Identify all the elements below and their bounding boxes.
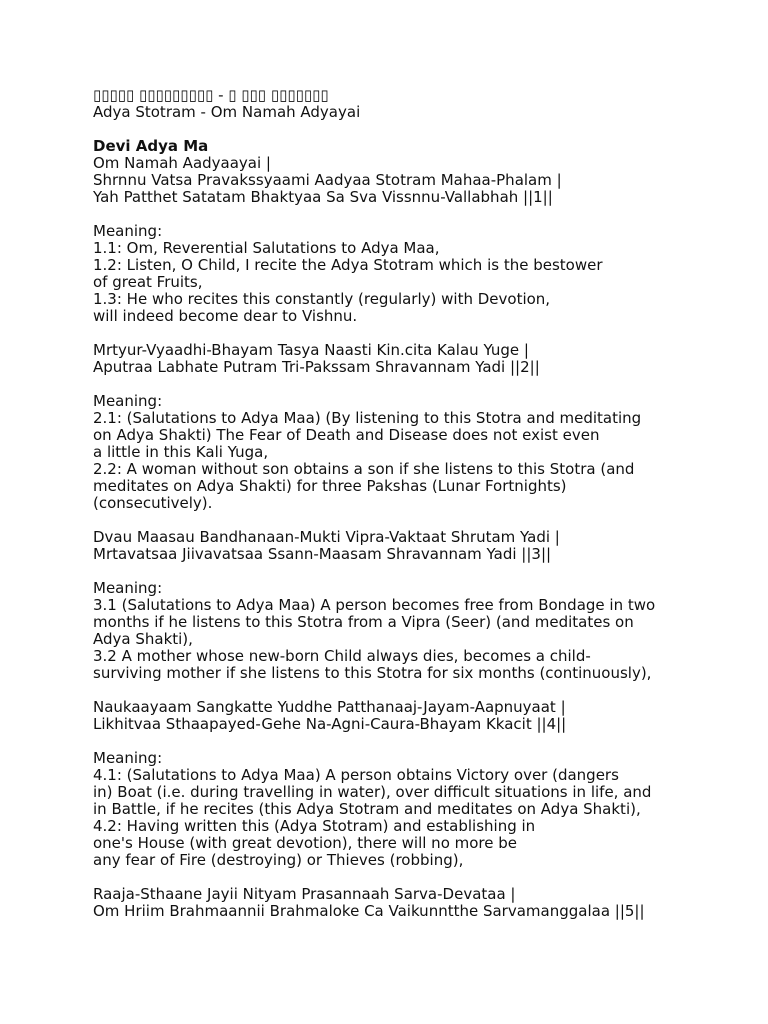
meaning-line: months if he listens to this Stotra from a Vipra (Seer) (and meditates on xyxy=(93,613,634,631)
spacer xyxy=(93,682,733,699)
verse-line: Aputraa Labhate Putram Tri-Pakssam Shravannam Yadi ||2|| xyxy=(93,358,540,376)
meaning-line: 3.2 A mother whose new-born Child always dies, becomes a child- xyxy=(93,647,591,665)
verse-line: Mrtyur-Vyaadhi-Bhayam Tasya Naasti Kin.cita Kalau Yuge | xyxy=(93,341,529,359)
spacer xyxy=(93,376,733,393)
meaning-line: 3.1 (Salutations to Adya Maa) A person becomes free from Bondage in two xyxy=(93,596,656,614)
meaning-block xyxy=(93,750,733,869)
verse-line: Om Namah Aadyaayai | xyxy=(93,154,271,172)
meaning-line: 1.1: Om, Reverential Salutations to Adya Maa, xyxy=(93,239,440,257)
verse-block xyxy=(93,155,733,206)
meaning-line: in Battle, if he recites (this Adya Stotram and meditates on Adya Shakti), xyxy=(93,800,641,818)
meaning-line: surviving mother if she listens to this Stotra for six months (continuously), xyxy=(93,664,652,682)
verse-line: Dvau Maasau Bandhanaan-Mukti Vipra-Vaktaat Shrutam Yadi | xyxy=(93,528,560,546)
meaning-line: 4.1: (Salutations to Adya Maa) A person obtains Victory over (dangers xyxy=(93,766,619,784)
meaning-line: 2.2: A woman without son obtains a son if she listens to this Stotra (and xyxy=(93,460,635,478)
meaning-line: a little in this Kali Yuga, xyxy=(93,443,269,461)
meaning-line: 1.3: He who recites this constantly (regularly) with Devotion, xyxy=(93,290,551,308)
spacer xyxy=(93,325,733,342)
content-blocks xyxy=(93,138,733,920)
meaning-line: Meaning: xyxy=(93,392,163,410)
spacer xyxy=(93,733,733,750)
verse-block xyxy=(93,886,733,920)
heading-block xyxy=(93,138,733,155)
meaning-line: in) Boat (i.e. during travelling in water), over difficult situations in life, and xyxy=(93,783,652,801)
meaning-block xyxy=(93,223,733,325)
verse-block xyxy=(93,699,733,733)
meaning-line: Meaning: xyxy=(93,749,163,767)
verse-line: Likhitvaa Sthaapayed-Gehe Na-Agni-Caura-Bhayam Kkacit ||4|| xyxy=(93,715,567,733)
verse-line: Yah Patthet Satatam Bhaktyaa Sa Sva Vissnnu-Vallabhah ||1|| xyxy=(93,188,553,206)
spacer xyxy=(93,121,733,138)
verse-line: Mrtavatsaa Jiivavatsaa Ssann-Maasam Shravannam Yadi ||3|| xyxy=(93,545,552,563)
spacer xyxy=(93,563,733,580)
section-heading: Devi Adya Ma xyxy=(93,137,209,155)
document-body xyxy=(93,87,733,920)
meaning-line: of great Fruits, xyxy=(93,273,203,291)
spacer xyxy=(93,512,733,529)
title-script: ▯▯▯▯▯ ▯▯▯▯▯▯▯▯▯ - ▯ ▯▯▯ ▯▯▯▯▯▯▯ xyxy=(93,86,329,104)
meaning-block xyxy=(93,393,733,512)
verse-block xyxy=(93,529,733,563)
spacer xyxy=(93,206,733,223)
meaning-line: any fear of Fire (destroying) or Thieves (robbing), xyxy=(93,851,464,869)
verse-line: Naukaayaam Sangkatte Yuddhe Patthanaaj-Jayam-Aapnuyaat | xyxy=(93,698,566,716)
meaning-line: Meaning: xyxy=(93,222,163,240)
meaning-line: one's House (with great devotion), there will no more be xyxy=(93,834,518,852)
meaning-line: (consecutively). xyxy=(93,494,213,512)
meaning-line: Meaning: xyxy=(93,579,163,597)
verse-block xyxy=(93,342,733,376)
meaning-line: Adya Shakti), xyxy=(93,630,193,648)
spacer xyxy=(93,869,733,886)
meaning-line: 1.2: Listen, O Child, I recite the Adya Stotram which is the bestower xyxy=(93,256,603,274)
meaning-line: meditates on Adya Shakti) for three Pakshas (Lunar Fortnights) xyxy=(93,477,567,495)
verse-line: Raaja-Sthaane Jayii Nityam Prasannaah Sarva-Devataa | xyxy=(93,885,516,903)
verse-line: Om Hriim Brahmaannii Brahmaloke Ca Vaikunntthe Sarvamanggalaa ||5|| xyxy=(93,902,645,920)
meaning-line: 4.2: Having written this (Adya Stotram) and establishing in xyxy=(93,817,536,835)
meaning-block xyxy=(93,580,733,682)
meaning-line: on Adya Shakti) The Fear of Death and Disease does not exist even xyxy=(93,426,600,444)
meaning-line: will indeed become dear to Vishnu. xyxy=(93,307,358,325)
page-title: Adya Stotram - Om Namah Adyayai xyxy=(93,103,361,121)
meaning-line: 2.1: (Salutations to Adya Maa) (By listening to this Stotra and meditating xyxy=(93,409,642,427)
verse-line: Shrnnu Vatsa Pravakssyaami Aadyaa Stotram Mahaa-Phalam | xyxy=(93,171,562,189)
